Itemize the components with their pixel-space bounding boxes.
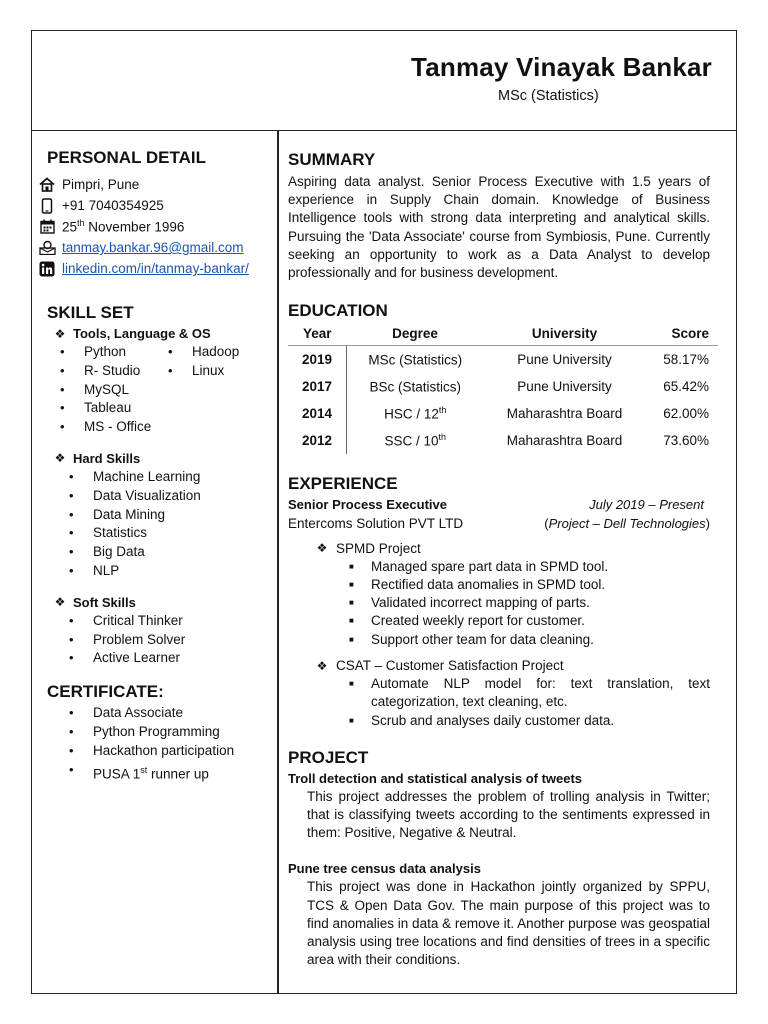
table-header: Degree xyxy=(347,321,484,346)
table-row: 2014 HSC / 12th Maharashtra Board 62.00% xyxy=(288,400,718,427)
certificate-list xyxy=(93,704,272,782)
tools-heading: ❖ Tools, Language & OS xyxy=(50,324,272,343)
csat-project-heading: ❖ CSAT – Customer Satisfaction Project xyxy=(312,657,710,676)
project-1-text: This project addresses the problem of trolling analysis in Twitter; that is classifying tweets according to the sentiments expressed in them: Positive, Negative & Neutral. xyxy=(307,788,710,841)
diamond-bullet-icon: ❖ xyxy=(54,451,66,466)
list-item: • Critical Thinker xyxy=(93,612,272,631)
list-item: ■ Validated incorrect mapping of parts. xyxy=(371,594,710,612)
table-header: Year xyxy=(288,321,347,346)
diamond-bullet-icon: ❖ xyxy=(54,595,66,610)
list-item: • Data Mining xyxy=(93,506,272,525)
company-name: Entercoms Solution PVT LTD xyxy=(288,515,464,531)
calendar-icon xyxy=(38,219,56,235)
hard-skills-heading: ❖ Hard Skills xyxy=(50,449,272,468)
project-title: PROJECT xyxy=(288,747,369,767)
role-title: Senior Process Executive xyxy=(288,497,447,513)
spmd-bullets xyxy=(371,558,710,649)
column-divider xyxy=(277,131,279,993)
linkedin-link[interactable]: linkedin.com/in/tanmay-bankar/ xyxy=(62,261,249,276)
soft-skills-list xyxy=(93,612,272,668)
left-column xyxy=(38,148,272,782)
list-item: ■ Managed spare part data in SPMD tool. xyxy=(371,558,710,576)
dob-text: 25th November 1996 xyxy=(62,218,185,235)
list-item: ■ Support other team for data cleaning. xyxy=(371,631,710,649)
personal-title: PERSONAL DETAIL xyxy=(47,148,206,167)
table-row: 2012 SSC / 10th Maharashtra Board 73.60% xyxy=(288,427,718,454)
experience-company-row xyxy=(288,515,710,534)
tools-list xyxy=(84,343,272,437)
certificate-title: CERTIFICATE: xyxy=(47,682,164,702)
list-item: • Linux xyxy=(192,362,284,381)
table-header: Score xyxy=(646,321,719,346)
education-title: EDUCATION xyxy=(288,301,388,321)
address-text: Pimpri, Pune xyxy=(62,177,140,192)
list-item: • Python xyxy=(84,343,184,362)
list-item: • Problem Solver xyxy=(93,631,272,650)
list-item: • Big Data xyxy=(93,543,272,562)
candidate-degree: MSc (Statistics) xyxy=(498,88,599,104)
table-row: 2019 MSc (Statistics) Pune University 58.17% xyxy=(288,346,718,374)
linkedin-row xyxy=(38,258,272,279)
address-row xyxy=(38,174,272,195)
spmd-project-heading: ❖ SPMD Project xyxy=(312,539,710,558)
right-column xyxy=(288,150,710,969)
list-item: • Data Visualization xyxy=(93,487,272,506)
project-1-title: Troll detection and statistical analysis of tweets xyxy=(288,770,583,786)
experience-role-row xyxy=(288,496,710,515)
list-item: • NLP xyxy=(93,562,272,581)
phone-row xyxy=(38,195,272,216)
list-item: • R- Studio xyxy=(84,362,184,381)
home-icon xyxy=(38,177,56,193)
dob-row xyxy=(38,216,272,237)
list-item: • Data Associate xyxy=(93,704,272,723)
soft-skills-heading: ❖ Soft Skills xyxy=(50,593,272,612)
linkedin-icon xyxy=(38,261,56,277)
list-item: ■ Automate NLP model for: text translation, text categorization, text cleaning, etc. xyxy=(371,675,710,711)
list-item: • Machine Learning xyxy=(93,468,272,487)
skillset-title: SKILL SET xyxy=(47,303,134,322)
education-table xyxy=(288,321,718,454)
header-divider xyxy=(31,130,737,131)
list-item: ■ Scrub and analyses daily customer data. xyxy=(371,712,710,730)
summary-text: Aspiring data analyst. Senior Process Executive with 1.5 years of experience in Supply Chain domain. Knowledge of Business Intelligence tools with strong data interpreting and analytical skills. Pursuing the 'Data Associate' course from Symbiosis, Pune. Currently seeking an opportunity to work as a Data Analyst to develop professionally and for business development. xyxy=(288,174,710,281)
email-link[interactable]: tanmay.bankar.96@gmail.com xyxy=(62,240,244,255)
list-item: ■ Created weekly report for customer. xyxy=(371,612,710,630)
list-item: • Python Programming xyxy=(93,723,272,742)
list-item: • Active Learner xyxy=(93,649,272,668)
experience-title: EXPERIENCE xyxy=(288,474,398,494)
table-header: University xyxy=(484,321,646,346)
diamond-bullet-icon: ❖ xyxy=(316,541,328,556)
phone-text: +91 7040354925 xyxy=(62,198,164,213)
email-row xyxy=(38,237,272,258)
candidate-name: Tanmay Vinayak Bankar xyxy=(411,52,712,82)
csat-bullets xyxy=(371,675,710,730)
list-item: ■ Rectified data anomalies in SPMD tool. xyxy=(371,576,710,594)
list-item: • Hadoop xyxy=(192,343,284,362)
email-icon xyxy=(38,240,56,256)
list-item: • PUSA 1st runner up xyxy=(93,761,272,780)
diamond-bullet-icon: ❖ xyxy=(54,326,66,341)
list-item: • Statistics xyxy=(93,524,272,543)
role-dates: July 2019 – Present xyxy=(589,497,704,513)
project-2-title: Pune tree census data analysis xyxy=(288,861,481,877)
table-row: 2017 BSc (Statistics) Pune University 65.42% xyxy=(288,373,718,400)
diamond-bullet-icon: ❖ xyxy=(316,658,328,673)
phone-icon xyxy=(38,198,56,214)
project-note: (Project – Dell Technologies) xyxy=(544,515,710,531)
project-2-text: This project was done in Hackathon jointly organized by SPPU, TCS & Open Data Gov. The main purpose of this project was to find anomalies in data & remove it. Another purpose was geospatial analysis using tree locations and find densities of trees in a specific area with their conditions. xyxy=(307,879,710,968)
summary-title: SUMMARY xyxy=(288,150,376,169)
list-item: • Hackathon participation xyxy=(93,742,272,761)
list-item: • MS - Office xyxy=(84,418,184,437)
hard-skills-list xyxy=(93,468,272,581)
list-item: • Tableau xyxy=(84,399,184,418)
list-item: • MySQL xyxy=(84,381,184,400)
